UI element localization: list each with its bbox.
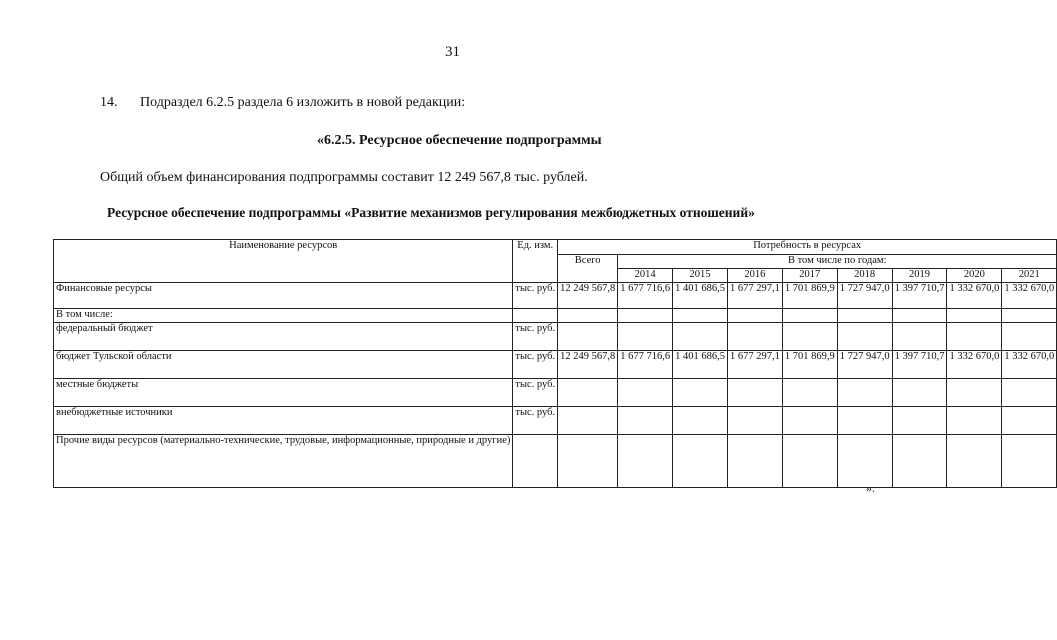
header-year: 2018: [837, 269, 892, 283]
year-value-cell: [837, 309, 892, 323]
year-value-cell: [837, 435, 892, 488]
section-heading: «6.2.5. Ресурсное обеспечение подпрограммы: [317, 133, 602, 148]
table-row: [54, 283, 1057, 309]
unit-cell: [513, 435, 558, 488]
year-value-cell: 1 332 670,0: [1002, 283, 1057, 309]
table-row: [54, 351, 1057, 379]
unit-cell: тыс. руб.: [513, 407, 558, 435]
resource-name: внебюджетные источники: [54, 407, 513, 435]
table-row: [54, 379, 1057, 407]
year-value-cell: [947, 435, 1002, 488]
year-value-cell: 1 332 670,0: [1002, 351, 1057, 379]
resource-name: местные бюджеты: [54, 379, 513, 407]
year-value-cell: 1 701 869,9: [782, 351, 837, 379]
header-year: 2019: [892, 269, 947, 283]
year-value-cell: [782, 435, 837, 488]
year-value-cell: [892, 323, 947, 351]
year-value-cell: [618, 379, 673, 407]
header-by-years: В том числе по годам:: [618, 255, 1057, 269]
header-total: Всего: [558, 255, 618, 283]
year-value-cell: [673, 379, 728, 407]
page-number: 31: [445, 44, 460, 60]
year-value-cell: [892, 379, 947, 407]
year-value-cell: [673, 309, 728, 323]
resource-table: [53, 239, 1057, 488]
total-cell: [558, 309, 618, 323]
year-value-cell: [947, 309, 1002, 323]
year-value-cell: [673, 323, 728, 351]
header-unit: Ед. изм.: [513, 240, 558, 283]
year-value-cell: [727, 435, 782, 488]
year-value-cell: [618, 407, 673, 435]
year-value-cell: 1 332 670,0: [947, 283, 1002, 309]
resource-name: Финансовые ресурсы: [54, 283, 513, 309]
year-value-cell: [947, 407, 1002, 435]
header-year: 2014: [618, 269, 673, 283]
year-value-cell: [947, 323, 1002, 351]
table-row: [54, 309, 1057, 323]
unit-cell: тыс. руб.: [513, 283, 558, 309]
header-year: 2016: [727, 269, 782, 283]
unit-cell: тыс. руб.: [513, 351, 558, 379]
item-number: 14.: [100, 95, 118, 110]
year-value-cell: [1002, 407, 1057, 435]
total-funding-text: Общий объем финансирования подпрограммы составит 12 249 567,8 тыс. рублей.: [100, 170, 588, 185]
year-value-cell: [727, 323, 782, 351]
amendment-item: [100, 95, 465, 111]
year-value-cell: [782, 309, 837, 323]
item-text: Подраздел 6.2.5 раздела 6 изложить в новой редакции:: [140, 95, 466, 110]
total-cell: 12 249 567,8: [558, 283, 618, 309]
total-cell: [558, 407, 618, 435]
year-value-cell: 1 677 297,1: [727, 351, 782, 379]
year-value-cell: [837, 407, 892, 435]
header-year: 2020: [947, 269, 1002, 283]
year-value-cell: [782, 323, 837, 351]
total-cell: 12 249 567,8: [558, 351, 618, 379]
year-value-cell: [1002, 379, 1057, 407]
year-value-cell: [618, 309, 673, 323]
year-value-cell: 1 677 716,6: [618, 283, 673, 309]
year-value-cell: [727, 407, 782, 435]
table-title: Ресурсное обеспечение подпрограммы «Развитие механизмов регулирования межбюджетных отношений»: [107, 205, 755, 220]
table-row: [54, 323, 1057, 351]
year-value-cell: [837, 379, 892, 407]
year-value-cell: [837, 323, 892, 351]
year-value-cell: [618, 323, 673, 351]
year-value-cell: 1 397 710,7: [892, 351, 947, 379]
year-value-cell: 1 332 670,0: [947, 351, 1002, 379]
year-value-cell: 1 397 710,7: [892, 283, 947, 309]
resource-name: бюджет Тульской области: [54, 351, 513, 379]
year-value-cell: [618, 435, 673, 488]
year-value-cell: 1 701 869,9: [782, 283, 837, 309]
year-value-cell: [673, 435, 728, 488]
year-value-cell: [1002, 309, 1057, 323]
total-cell: [558, 379, 618, 407]
header-resource: Наименование ресурсов: [54, 240, 513, 283]
year-value-cell: [892, 435, 947, 488]
year-value-cell: [892, 407, 947, 435]
year-value-cell: [673, 407, 728, 435]
resource-name: федеральный бюджет: [54, 323, 513, 351]
year-value-cell: 1 727 947,0: [837, 283, 892, 309]
header-year: 2017: [782, 269, 837, 283]
total-cell: [558, 435, 618, 488]
unit-cell: тыс. руб.: [513, 323, 558, 351]
year-value-cell: [1002, 323, 1057, 351]
closing-quote-mark: ».: [866, 481, 875, 495]
table-row: [54, 435, 1057, 488]
year-value-cell: [727, 309, 782, 323]
header-year: 2015: [673, 269, 728, 283]
year-value-cell: [782, 379, 837, 407]
header-need: Потребность в ресурсах: [558, 240, 1057, 255]
year-value-cell: 1 401 686,5: [673, 351, 728, 379]
resource-name: В том числе:: [54, 309, 513, 323]
year-value-cell: [892, 309, 947, 323]
year-value-cell: [1002, 435, 1057, 488]
table-row: [54, 407, 1057, 435]
table-body: [54, 283, 1057, 488]
year-value-cell: [727, 379, 782, 407]
year-value-cell: 1 677 297,1: [727, 283, 782, 309]
total-cell: [558, 323, 618, 351]
year-value-cell: 1 727 947,0: [837, 351, 892, 379]
resource-name: Прочие виды ресурсов (материально-технические, трудовые, информационные, природные и другие): [54, 435, 513, 488]
year-value-cell: [782, 407, 837, 435]
year-value-cell: 1 677 716,6: [618, 351, 673, 379]
header-row-1: [54, 240, 1057, 255]
header-year: 2021: [1002, 269, 1057, 283]
year-value-cell: [947, 379, 1002, 407]
unit-cell: [513, 309, 558, 323]
unit-cell: тыс. руб.: [513, 379, 558, 407]
year-value-cell: 1 401 686,5: [673, 283, 728, 309]
